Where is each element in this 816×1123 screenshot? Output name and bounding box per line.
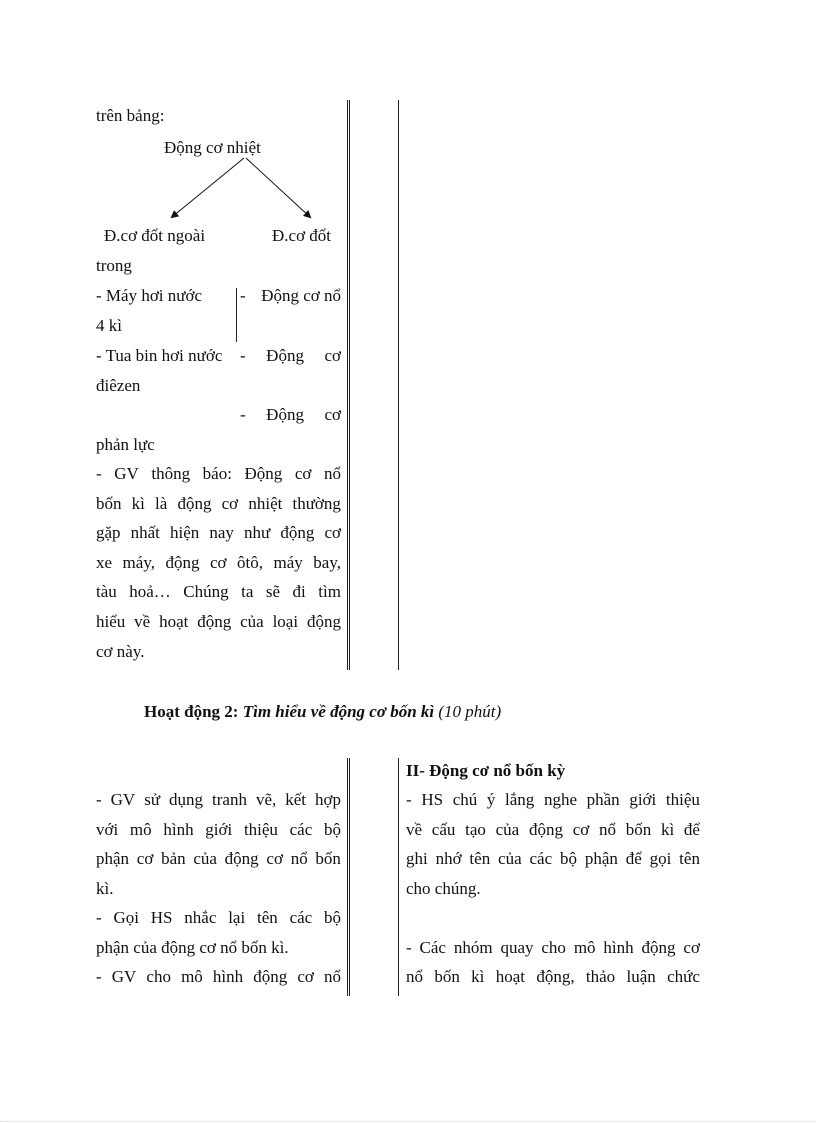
br-line-2: về cấu tạo của động cơ nổ bốn kì để [406, 820, 700, 839]
paragraph-line-7: cơ này. [96, 642, 145, 661]
paragraph-line-6: hiểu về hoạt động của loại động [96, 612, 341, 631]
row-diesel-cont: điêzen [96, 376, 141, 395]
paragraph-line-1: - GV thông báo: Động cơ nổ [96, 464, 341, 483]
page-bottom-edge [0, 1121, 816, 1122]
top-right-border [398, 100, 399, 670]
br-line-3: ghi nhớ tên của các bộ phận để gọi tên [406, 849, 700, 868]
diagram-right-label: Đ.cơ đốt [272, 226, 332, 245]
bottom-column-divider [347, 758, 350, 996]
row-steam-turbine: - Tua bin hơi nước [96, 346, 223, 365]
bl-line-6: phận của động cơ nổ bốn kì. [96, 938, 289, 957]
row-jet-cont: phản lực [96, 435, 155, 454]
arrow-left [172, 158, 244, 217]
bl-line-2: với mô hình giới thiệu các bộ [96, 820, 341, 839]
diagram-root: Động cơ nhiệt [164, 138, 261, 157]
br-line-6: - Các nhóm quay cho mô hình động cơ [406, 938, 700, 957]
arrow-right [246, 158, 310, 217]
paragraph-line-5: tàu hoả… Chúng ta sẽ đi tìm [96, 582, 341, 601]
bl-line-1: - GV sử dụng tranh vẽ, kết hợp [96, 790, 341, 809]
paragraph-line-2: bốn kì là động cơ nhiệt thường [96, 494, 341, 513]
section-heading: II- Động cơ nổ bốn kỳ [406, 761, 566, 780]
br-line-7: nổ bốn kì hoạt động, thảo luận chức [406, 967, 700, 986]
row-four-stroke: - Động cơ nổ [240, 286, 341, 305]
activity-label: Hoạt động 2: [144, 702, 239, 721]
bl-line-3: phận cơ bản của động cơ nổ bốn [96, 849, 341, 868]
br-line-1: - HS chú ý lắng nghe phần giới thiệu [406, 790, 700, 809]
br-line-4: cho chúng. [406, 879, 481, 898]
intro-text: trên bảng: [96, 106, 165, 125]
inner-divider [236, 288, 237, 342]
activity-time: (10 phút) [438, 702, 502, 721]
row-steam-engine: - Máy hơi nước [96, 286, 203, 305]
activity-title: Tìm hiểu về động cơ bốn kì [242, 702, 435, 721]
top-column-divider [347, 100, 350, 670]
bottom-right-border [398, 758, 399, 996]
bl-line-7: - GV cho mô hình động cơ nổ [96, 967, 341, 986]
row-jet: - Động cơ [240, 405, 341, 424]
row-diesel: - Động cơ [240, 346, 341, 365]
diagram-arrows [160, 150, 330, 230]
activity-heading [144, 702, 501, 722]
diagram-left-label: Đ.cơ đốt ngoài [104, 226, 206, 245]
bl-line-4: kì. [96, 879, 114, 898]
row-four-stroke-cont: 4 kì [96, 316, 122, 335]
paragraph-line-3: gặp nhất hiện nay như động cơ [96, 523, 341, 542]
diagram-right-label-cont: trong [96, 256, 132, 275]
paragraph-line-4: xe máy, động cơ ôtô, máy bay, [96, 553, 341, 572]
bl-line-5: - Gọi HS nhắc lại tên các bộ [96, 908, 341, 927]
